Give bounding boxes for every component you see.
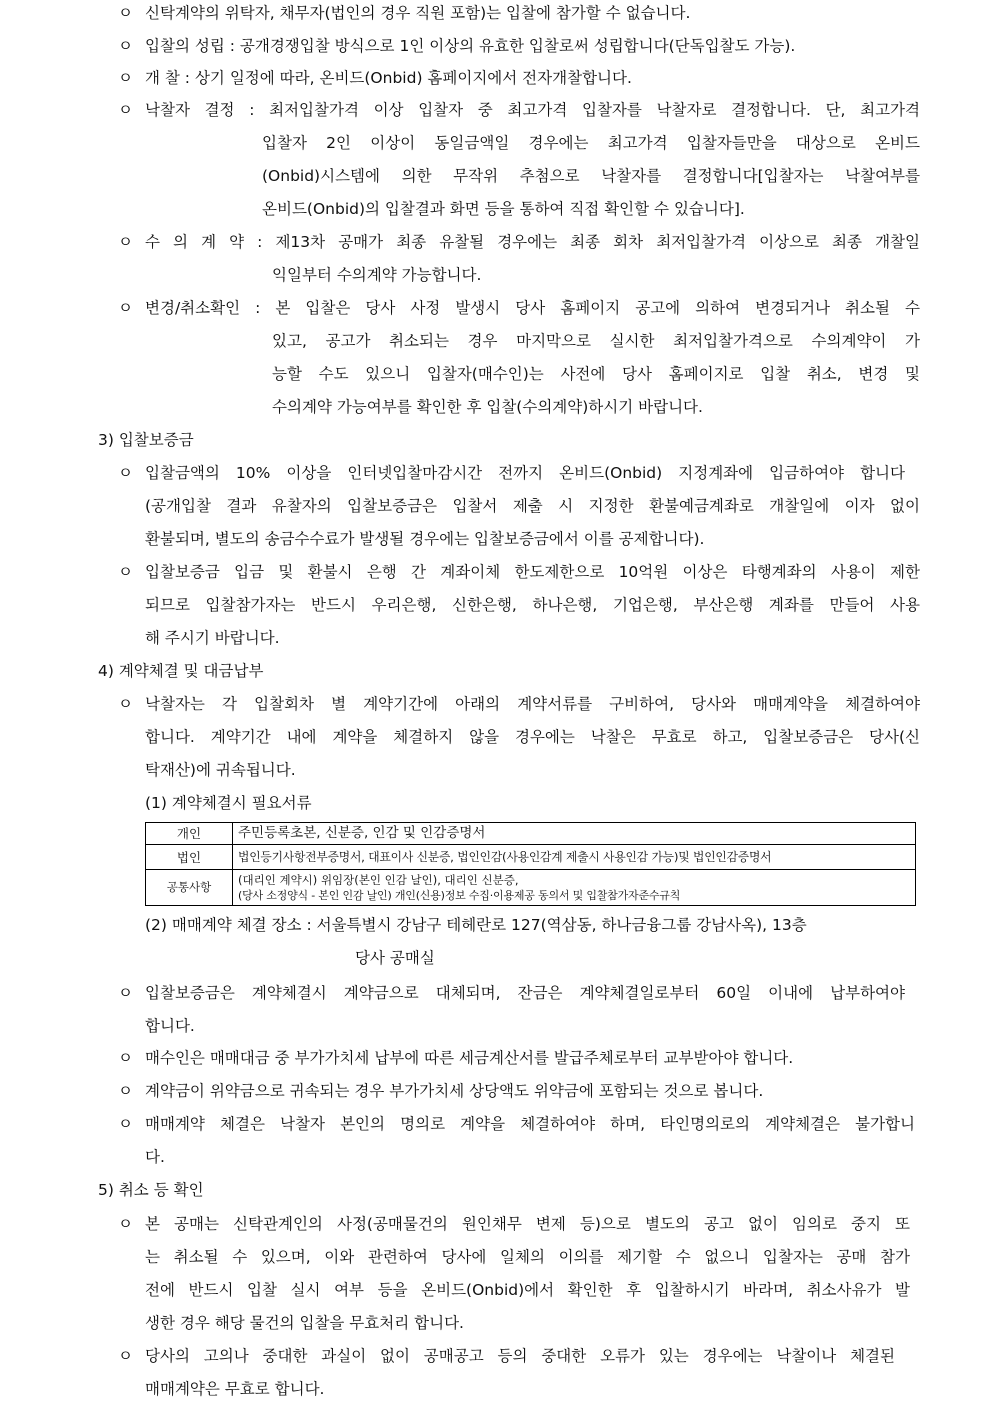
paragraph-line: 낙찰자는 각 입찰회차 별 계약기간에 아래의 계약서류를 구비하여, 당사와 매매계약을 체결하여야 <box>145 695 920 713</box>
paragraph-line: 낙찰자 결정 : 최저입찰가격 이상 입찰자 중 최고가격 입찰자를 낙찰자로 결정합니다. 단, 최고가격 <box>145 101 920 119</box>
paragraph-line: 입찰보증금 입금 및 환불시 은행 간 계좌이체 한도제한으로 10억원 이상은 타행계좌의 사용이 제한 <box>145 563 920 581</box>
table-cell <box>233 870 916 906</box>
paragraph-line: 합니다. <box>145 1017 195 1035</box>
bullet-marker: ㅇ <box>118 563 133 581</box>
subsection-heading: (1) 계약체결시 필요서류 <box>145 794 312 812</box>
table-row <box>146 870 916 906</box>
paragraph-line: 되므로 입찰참가자는 반드시 우리은행, 신한은행, 하나은행, 기업은행, 부산은행 계좌를 만들어 사용 <box>145 596 920 614</box>
bullet-marker: ㅇ <box>118 1347 133 1365</box>
bullet-marker: ㅇ <box>118 1215 133 1233</box>
table-row-label: 법인 <box>146 845 233 870</box>
paragraph-line: (공개입찰 결과 유찰자의 입찰보증금은 입찰서 제출 시 지정한 환불예금계좌로 개찰일에 이자 없이 <box>145 497 920 515</box>
paragraph-line: 변경/취소확인 : 본 입찰은 당사 사정 발생시 당사 홈페이지 공고에 의하여 변경되거나 취소될 수 <box>145 299 920 317</box>
paragraph-line: 다. <box>145 1148 165 1166</box>
bullet-marker: ㅇ <box>118 69 133 87</box>
section-heading: 3) 입찰보증금 <box>98 431 194 449</box>
paragraph-line: 익일부터 수의계약 가능합니다. <box>272 266 482 284</box>
paragraph-line: 입찰의 성립 : 공개경쟁입찰 방식으로 1인 이상의 유효한 입찰로써 성립합니다(단독입찰도 가능). <box>145 37 796 55</box>
paragraph-line: 본 공매는 신탁관계인의 사정(공매물건의 원인채무 변제 등)으로 별도의 공고 없이 임의로 중지 또 <box>145 1215 910 1233</box>
bullet-marker: ㅇ <box>118 299 133 317</box>
table-row <box>146 845 916 870</box>
paragraph-line: 는 취소될 수 있으며, 이와 관련하여 당사에 일체의 이의를 제기할 수 없으니 입찰자는 공매 참가 <box>145 1248 910 1266</box>
table-row-label: 개인 <box>146 823 233 845</box>
paragraph-line: 입찰보증금은 계약체결시 계약금으로 대체되며, 잔금은 계약체결일로부터 60일 이내에 납부하여야 <box>145 984 905 1002</box>
paragraph-line: (Onbid)시스템에 의한 무작위 추첨으로 낙찰자를 결정합니다[입찰자는 낙찰여부를 <box>262 167 920 185</box>
paragraph-line: 수 의 계 약 : 제13차 공매가 최종 유찰될 경우에는 최종 회차 최저입찰가격 이상으로 최종 개찰일 <box>145 233 920 251</box>
section-heading: 5) 취소 등 확인 <box>98 1181 204 1199</box>
paragraph-line: 입찰금액의 10% 이상을 인터넷입찰마감시간 전까지 온비드(Onbid) 지정계좌에 입금하여야 합니다 <box>145 464 905 482</box>
bullet-marker: ㅇ <box>118 1049 133 1067</box>
paragraph-line: 계약금이 위약금으로 귀속되는 경우 부가가치세 상당액도 위약금에 포함되는 것으로 봅니다. <box>145 1082 764 1100</box>
paragraph-line: 합니다. 계약기간 내에 계약을 체결하지 않을 경우에는 낙찰은 무효로 하고, 입찰보증금은 당사(신 <box>145 728 920 746</box>
paragraph-line: 해 주시기 바랍니다. <box>145 629 280 647</box>
required-documents-table <box>145 822 916 906</box>
table-row <box>146 823 916 845</box>
paragraph-line: 개 찰 : 상기 일정에 따라, 온비드(Onbid) 홈페이지에서 전자개찰합니다. <box>145 69 632 87</box>
paragraph-line: 있고, 공고가 취소되는 경우 마지막으로 실시한 최저입찰가격으로 수의계약이 가 <box>272 332 920 350</box>
paragraph-line: 입찰자 2인 이상이 동일금액일 경우에는 최고가격 입찰자들만을 대상으로 온비드 <box>262 134 920 152</box>
bullet-marker: ㅇ <box>118 233 133 251</box>
paragraph-line: 온비드(Onbid)의 입찰결과 화면 등을 통하여 직접 확인할 수 있습니다]. <box>262 200 745 218</box>
paragraph-line: 매수인은 매매대금 중 부가가치세 납부에 따른 세금계산서를 발급주체로부터 교부받아야 합니다. <box>145 1049 794 1067</box>
table-row-label: 공통사항 <box>146 870 233 906</box>
paragraph-line: 당사의 고의나 중대한 과실이 없이 공매공고 등의 중대한 오류가 있는 경우에는 낙찰이나 체결된 <box>145 1347 895 1365</box>
paragraph-line: 수의계약 가능여부를 확인한 후 입찰(수의계약)하시기 바랍니다. <box>272 398 703 416</box>
table-cell-line: (당사 소정양식 - 본인 인감 날인) 개인(신용)정보 수집·이용제공 동의서 및 입찰참가자준수규칙 <box>238 888 681 902</box>
section-heading: 4) 계약체결 및 대금납부 <box>98 662 264 680</box>
bullet-marker: ㅇ <box>118 101 133 119</box>
paragraph-line: 환불되며, 별도의 송금수수료가 발생될 경우에는 입찰보증금에서 이를 공제합니다). <box>145 530 705 548</box>
table-cell: 법인등기사항전부증명서, 대표이사 신분증, 법인인감(사용인감계 제출시 사용인감 가능)및 법인인감증명서 <box>233 845 916 870</box>
paragraph-line: (2) 매매계약 체결 장소 : 서울특별시 강남구 테헤란로 127(역삼동, 하나금융그룹 강남사옥), 13층 <box>145 916 807 934</box>
bullet-marker: ㅇ <box>118 1082 133 1100</box>
paragraph-line: 능할 수도 있으니 입찰자(매수인)는 사전에 당사 홈페이지로 입찰 취소, 변경 및 <box>272 365 920 383</box>
bullet-marker: ㅇ <box>118 695 133 713</box>
table-cell: 주민등록초본, 신분증, 인감 및 인감증명서 <box>233 823 916 845</box>
bullet-marker: ㅇ <box>118 37 133 55</box>
paragraph-line: 탁재산)에 귀속됩니다. <box>145 761 296 779</box>
paragraph-line: 전에 반드시 입찰 실시 여부 등을 온비드(Onbid)에서 확인한 후 입찰하시기 바라며, 취소사유가 발 <box>145 1281 910 1299</box>
bullet-marker: ㅇ <box>118 984 133 1002</box>
paragraph-line: 당사 공매실 <box>355 949 435 967</box>
paragraph-line: 매매계약 체결은 낙찰자 본인의 명의로 계약을 체결하여야 하며, 타인명의로의 계약체결은 불가합니 <box>145 1115 915 1133</box>
paragraph-line: 매매계약은 무효로 합니다. <box>145 1380 325 1398</box>
bullet-marker: ㅇ <box>118 1115 133 1133</box>
table-cell-line: (대리인 계약시) 위임장(본인 인감 날인), 대리인 신분증, <box>238 872 519 887</box>
paragraph-line: 생한 경우 해당 물건의 입찰을 무효처리 합니다. <box>145 1314 464 1332</box>
bullet-marker: ㅇ <box>118 464 133 482</box>
paragraph-line: 신탁계약의 위탁자, 채무자(법인의 경우 직원 포함)는 입찰에 참가할 수 없습니다. <box>145 4 691 22</box>
bullet-marker: ㅇ <box>118 4 133 22</box>
